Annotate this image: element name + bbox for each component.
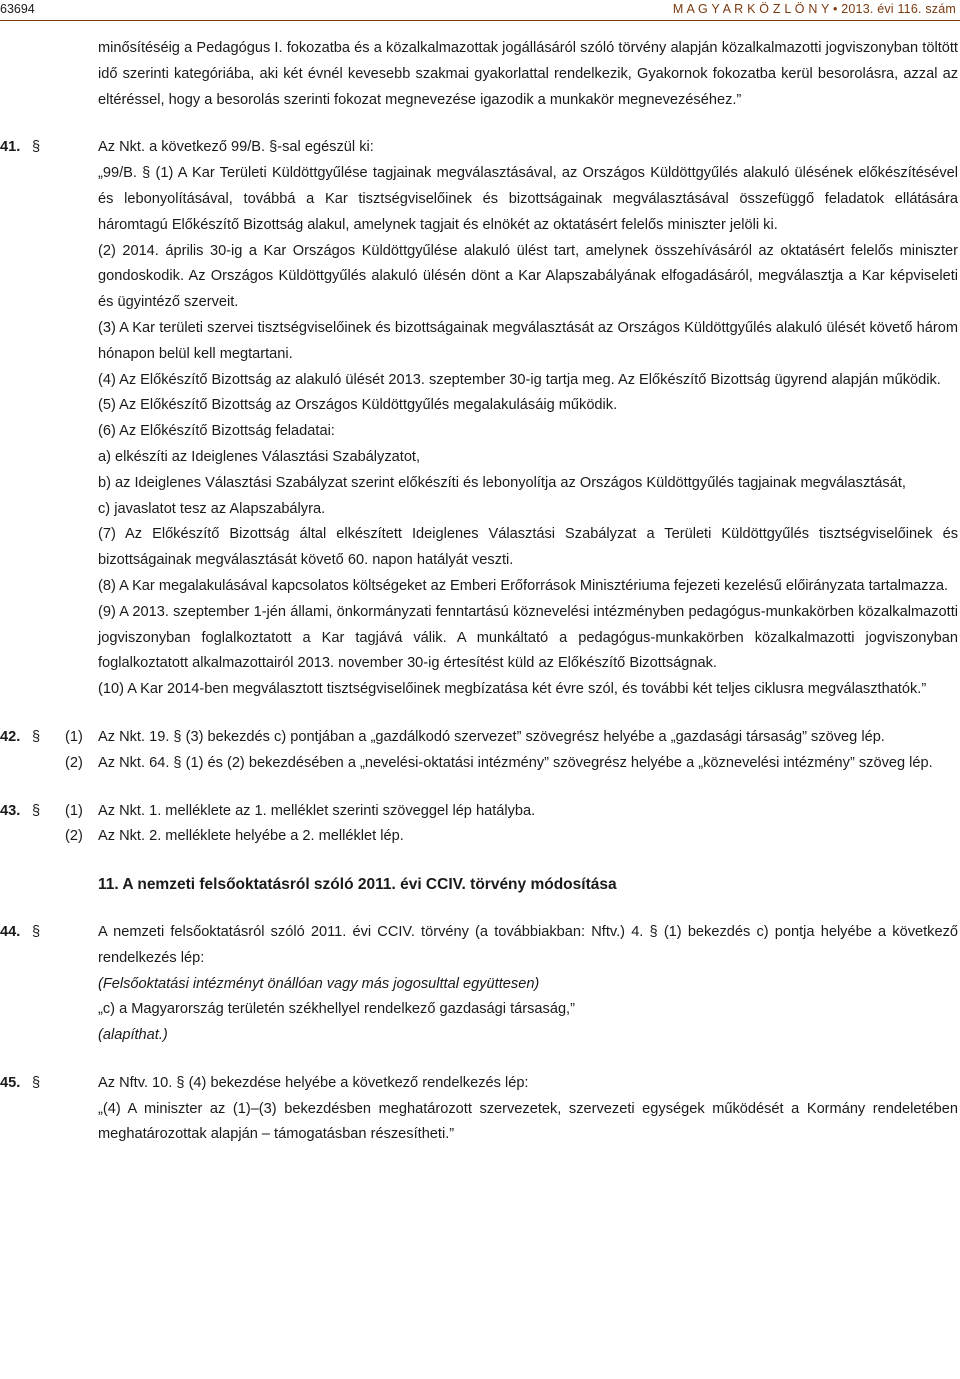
context-note-closing: (alapíthat.) bbox=[98, 1027, 168, 1044]
paragraph-99b-5: (5) Az Előkészítő Bizottság az Országos Küldöttgyűlés megalakulásáig működik. bbox=[98, 397, 618, 414]
section-lead: Az Nftv. 10. § (4) bekezdése helyébe a következő rendelkezés lép: bbox=[98, 1074, 529, 1091]
point-6c: c) javaslatot tesz az Alapszabályra. bbox=[98, 500, 326, 517]
header-rule bbox=[0, 20, 960, 21]
section-number: 45. bbox=[0, 1074, 21, 1091]
section-41 bbox=[0, 135, 958, 703]
paragraph-99b-2: (2) 2014. április 30-ig a Kar Országos Küldöttgyűlése alakuló ülést tart, amelynek összehívásáról az oktatásért felelős miniszter gondoskodik. Az Országos Küldöttgyűlés alakuló ülésén dönt a Kar Alapszabályának elfogadásáról, megválasztja a Kar képviseleti és ügyintéző szerveit. bbox=[98, 242, 958, 311]
section-43 bbox=[0, 799, 958, 851]
paragraph-99b-1: „99/B. § (1) A Kar Területi Küldöttgyűlése tagjainak megválasztásával, az Országos Küldöttgyűlés alakuló ülésének előkészítésével és lebonyolításával, továbbá a Kar tisztségviselőinek és bizottságainak megválasztásával összefüggő feladatok ellátására háromtagú Előkészítő Bizottság alakul, amelynek tagjait és elnökét az oktatásért felelős miniszter jelöli ki. bbox=[98, 165, 958, 233]
point-6a: a) elkészíti az Ideiglenes Választási Szabályzatot, bbox=[98, 448, 421, 465]
section-mark: § bbox=[32, 139, 41, 156]
section-mark: § bbox=[32, 923, 41, 940]
subsection-number: (2) bbox=[65, 754, 83, 771]
paragraph-99b-3: (3) A Kar területi szervei tisztségviselőinek és bizottságainak megválasztását az Országos Küldöttgyűlés alakuló ülését követő három hónapon belül kell megtartani. bbox=[98, 319, 958, 362]
section-45 bbox=[0, 1071, 958, 1148]
section-42 bbox=[0, 725, 958, 777]
intro-paragraph: minősítéséig a Pedagógus I. fokozatba és a közalkalmazottak jogállásáról szóló törvény alapján közalkalmazotti jogviszonyban töltött idő szerinti kategóriába, aki két évnél kevesebb szakmai gyakorlattal rendelkezik, Gyakornok fokozatba kerül besorolásra, azzal az eltéréssel, hogy a besorolás szerinti fokozat megnevezése igazodik a munkakör megnevezéséhez.” bbox=[98, 40, 958, 108]
document-body bbox=[0, 36, 958, 1148]
section-number: 44. bbox=[0, 923, 21, 940]
paragraph-99b-8: (8) A Kar megalakulásával kapcsolatos költségeket az Emberi Erőforrások Minisztériuma fejezeti kezelésű előirányzata tartalmazza. bbox=[98, 577, 949, 594]
section-number: 41. bbox=[0, 139, 21, 156]
subsection-number: (1) bbox=[65, 728, 83, 745]
masthead: M A G Y A R K Ö Z L Ö N Y • 2013. évi 116. szám bbox=[672, 2, 956, 16]
section-lead: A nemzeti felsőoktatásról szóló 2011. évi CCIV. törvény (a továbbiakban: Nftv.) 4. § (1) bekezdés c) pontja helyébe a következő rendelkezés lép: bbox=[98, 923, 958, 966]
section-44 bbox=[0, 920, 958, 1049]
section-mark: § bbox=[32, 1074, 41, 1091]
subsection-1 bbox=[65, 799, 958, 825]
section-mark: § bbox=[32, 802, 41, 819]
section-number: 43. bbox=[0, 802, 21, 819]
subsection-2 bbox=[65, 824, 958, 850]
subsection-number: (2) bbox=[65, 828, 83, 845]
section-lead: Az Nkt. a következő 99/B. §-sal egészül ki: bbox=[98, 139, 374, 156]
subsection-text: Az Nkt. 64. § (1) és (2) bekezdésében a „nevelési-oktatási intézmény” szövegrész helyébe a „köznevelési intézmény” szöveg lép. bbox=[98, 754, 933, 771]
amended-text: „(4) A miniszter az (1)–(3) bekezdésben meghatározott szervezetek, szervezeti egységek működését a Kormány rendeletében meghatározottak alapján – támogatásban részesítheti.” bbox=[98, 1100, 958, 1143]
context-note-intro: (Felsőoktatási intézményt önállóan vagy más jogosulttal együttesen) bbox=[98, 975, 540, 992]
paragraph-99b-6: (6) Az Előkészítő Bizottság feladatai: bbox=[98, 423, 335, 440]
subsection-text: Az Nkt. 2. melléklete helyébe a 2. melléklet lép. bbox=[98, 828, 404, 845]
subsection-text: Az Nkt. 19. § (3) bekezdés c) pontjában a „gazdálkodó szervezet” szövegrész helyébe a „gazdasági társaság” szöveg lép. bbox=[98, 728, 885, 745]
page-header bbox=[0, 0, 960, 22]
paragraph-99b-10: (10) A Kar 2014-ben megválasztott tisztségviselőinek megbízatása két évre szól, és további két teljes ciklusra megválaszthatók.” bbox=[98, 681, 927, 698]
section-mark: § bbox=[32, 728, 41, 745]
page-number: 63694 bbox=[0, 2, 35, 16]
subsection-2 bbox=[65, 751, 958, 777]
paragraph-99b-7: (7) Az Előkészítő Bizottság által elkészített Ideiglenes Választási Szabályzat a Területi Küldöttgyűlés tisztségviselőinek és bizottságainak megválasztását követő 60. napon hatályát veszti. bbox=[98, 526, 958, 569]
point-6b: b) az Ideiglenes Választási Szabályzat szerint előkészíti és lebonyolítja az Országos Küldöttgyűlés tagjainak megválasztását, bbox=[98, 474, 906, 491]
subsection-number: (1) bbox=[65, 802, 83, 819]
subsection-text: Az Nkt. 1. melléklete az 1. melléklet szerinti szöveggel lép hatályba. bbox=[98, 802, 536, 819]
paragraph-99b-9: (9) A 2013. szeptember 1-jén állami, önkormányzati fenntartású köznevelési intézményben pedagógus-munkakörben közalkalmazotti jogviszonyban foglalkoztatott a Kar tagjává válik. A munkáltató a pedagógus-munkakörben közalkalmazotti jogviszonyban foglalkoztatott alkalmazottairól 2013. november 30-ig értesítést küld az Előkészítő Bizottságnak. bbox=[98, 603, 958, 672]
section-number: 42. bbox=[0, 728, 21, 745]
amended-text: „c) a Magyarország területén székhellyel rendelkező gazdasági társaság,” bbox=[98, 1001, 575, 1018]
subsection-1 bbox=[65, 725, 958, 751]
chapter-heading: 11. A nemzeti felsőoktatásról szóló 2011. évi CCIV. törvény módosítása bbox=[98, 876, 617, 894]
paragraph-99b-4: (4) Az Előkészítő Bizottság az alakuló ülését 2013. szeptember 30-ig tartja meg. Az Előkészítő Bizottság ügyrend alapján működik. bbox=[98, 371, 941, 388]
